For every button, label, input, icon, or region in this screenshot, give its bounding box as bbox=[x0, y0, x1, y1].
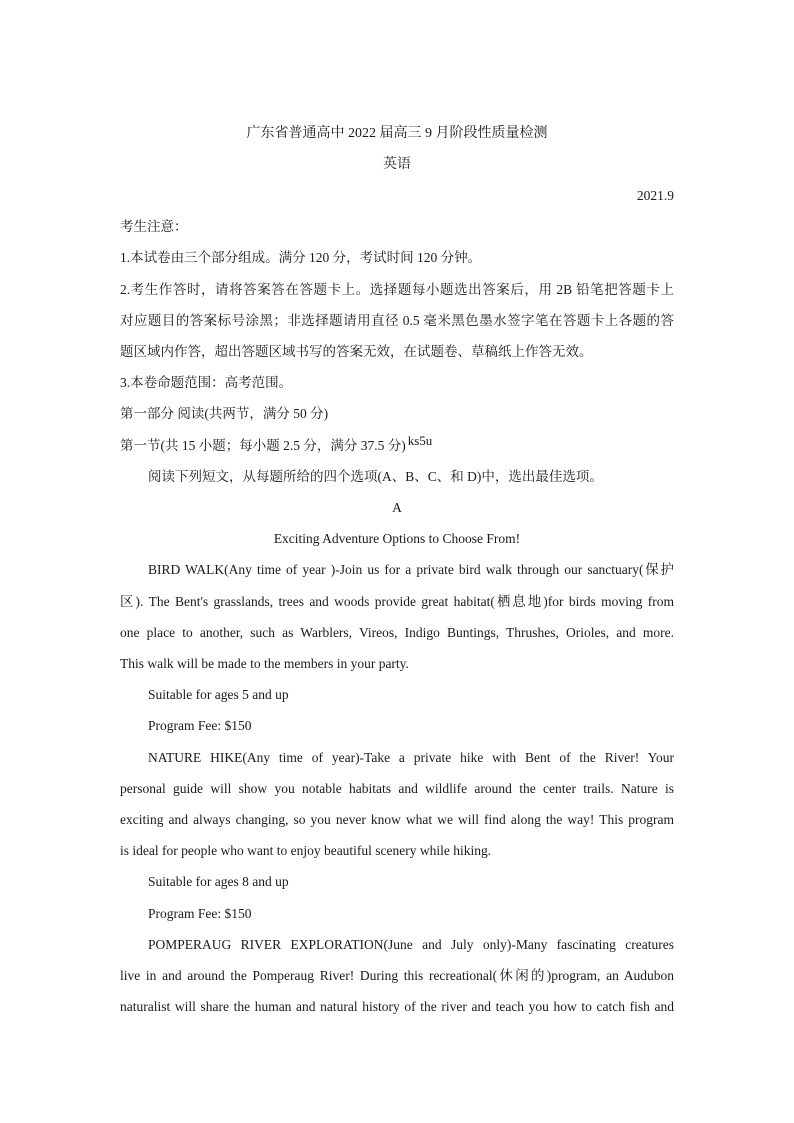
passage-title: Exciting Adventure Options to Choose From! bbox=[273, 531, 521, 546]
bird-walk-ages: Suitable for ages 5 and up bbox=[148, 687, 289, 702]
river-exploration-line-3: naturalist will share the human and natural history of the river and teach you how to catch fish and bbox=[120, 999, 674, 1014]
watermark-text: ks5u bbox=[407, 433, 433, 448]
bird-walk-line-4: This walk will be made to the members in your party. bbox=[120, 656, 409, 671]
bird-walk-line-3: one place to another, such as Warblers, Vireos, Indigo Buntings, Thrushes, Orioles, and more. bbox=[120, 625, 674, 640]
river-exploration-line-1: POMPERAUG RIVER EXPLORATION(June and July only)-Many fascinating creatures bbox=[148, 937, 674, 952]
notice-item-3: 3.本卷命题范围：高考范围。 bbox=[120, 375, 293, 390]
section-heading bbox=[120, 433, 674, 456]
part-heading: 第一部分 阅读(共两节，满分 50 分) bbox=[120, 406, 329, 421]
nature-hike-ages: Suitable for ages 8 and up bbox=[148, 874, 289, 889]
subject-title: 英语 bbox=[383, 157, 411, 172]
nature-hike-line-2: personal guide will show you notable habitats and wildlife around the center trails. Nature is bbox=[120, 781, 674, 796]
notice-item-2-line-1: 2.考生作答时，请将答案答在答题卡上。选择题每小题选出答案后，用 2B 铅笔把答题卡上 bbox=[120, 282, 674, 297]
river-exploration-line-2: live in and around the Pomperaug River! During this recreational(休闲的)program, an Audubon bbox=[120, 968, 674, 983]
nature-hike-fee: Program Fee: $150 bbox=[148, 906, 252, 921]
section-heading-text: 第一节(共 15 小题；每小题 2.5 分，满分 37.5 分) bbox=[120, 438, 406, 453]
instruction: 阅读下列短文，从每题所给的四个选项(A、B、C、和 D)中，选出最佳选项。 bbox=[148, 469, 603, 484]
nature-hike-line-1: NATURE HIKE(Any time of year)-Take a private hike with Bent of the River! Your bbox=[148, 750, 674, 765]
exam-date: 2021.9 bbox=[636, 188, 674, 203]
notice-item-1: 1.本试卷由三个部分组成。满分 120 分，考试时间 120 分钟。 bbox=[120, 250, 482, 265]
notice-item-2-line-3: 题区域内作答，超出答题区域书写的答案无效，在试题卷、草稿纸上作答无效。 bbox=[120, 344, 593, 359]
exam-title: 广东省普通高中 2022 届高三 9 月阶段性质量检测 bbox=[246, 126, 548, 141]
nature-hike-line-3: exciting and always changing, so you never know what we will find along the way! This program bbox=[120, 812, 674, 827]
passage-label: A bbox=[392, 500, 402, 515]
bird-walk-line-2: 区). The Bent's grasslands, trees and woods provide great habitat(栖息地)for birds moving from bbox=[120, 594, 674, 609]
notice-heading: 考生注意： bbox=[120, 219, 188, 234]
nature-hike-line-4: is ideal for people who want to enjoy beautiful scenery while hiking. bbox=[120, 843, 492, 858]
notice-item-2-line-2: 对应题目的答案标号涂黑；非选择题请用直径 0.5 毫米黑色墨水签字笔在答题卡上各题的答 bbox=[120, 313, 674, 328]
bird-walk-fee: Program Fee: $150 bbox=[148, 718, 252, 733]
bird-walk-line-1: BIRD WALK(Any time of year )-Join us for a private bird walk through our sanctuary(保护 bbox=[148, 562, 674, 577]
